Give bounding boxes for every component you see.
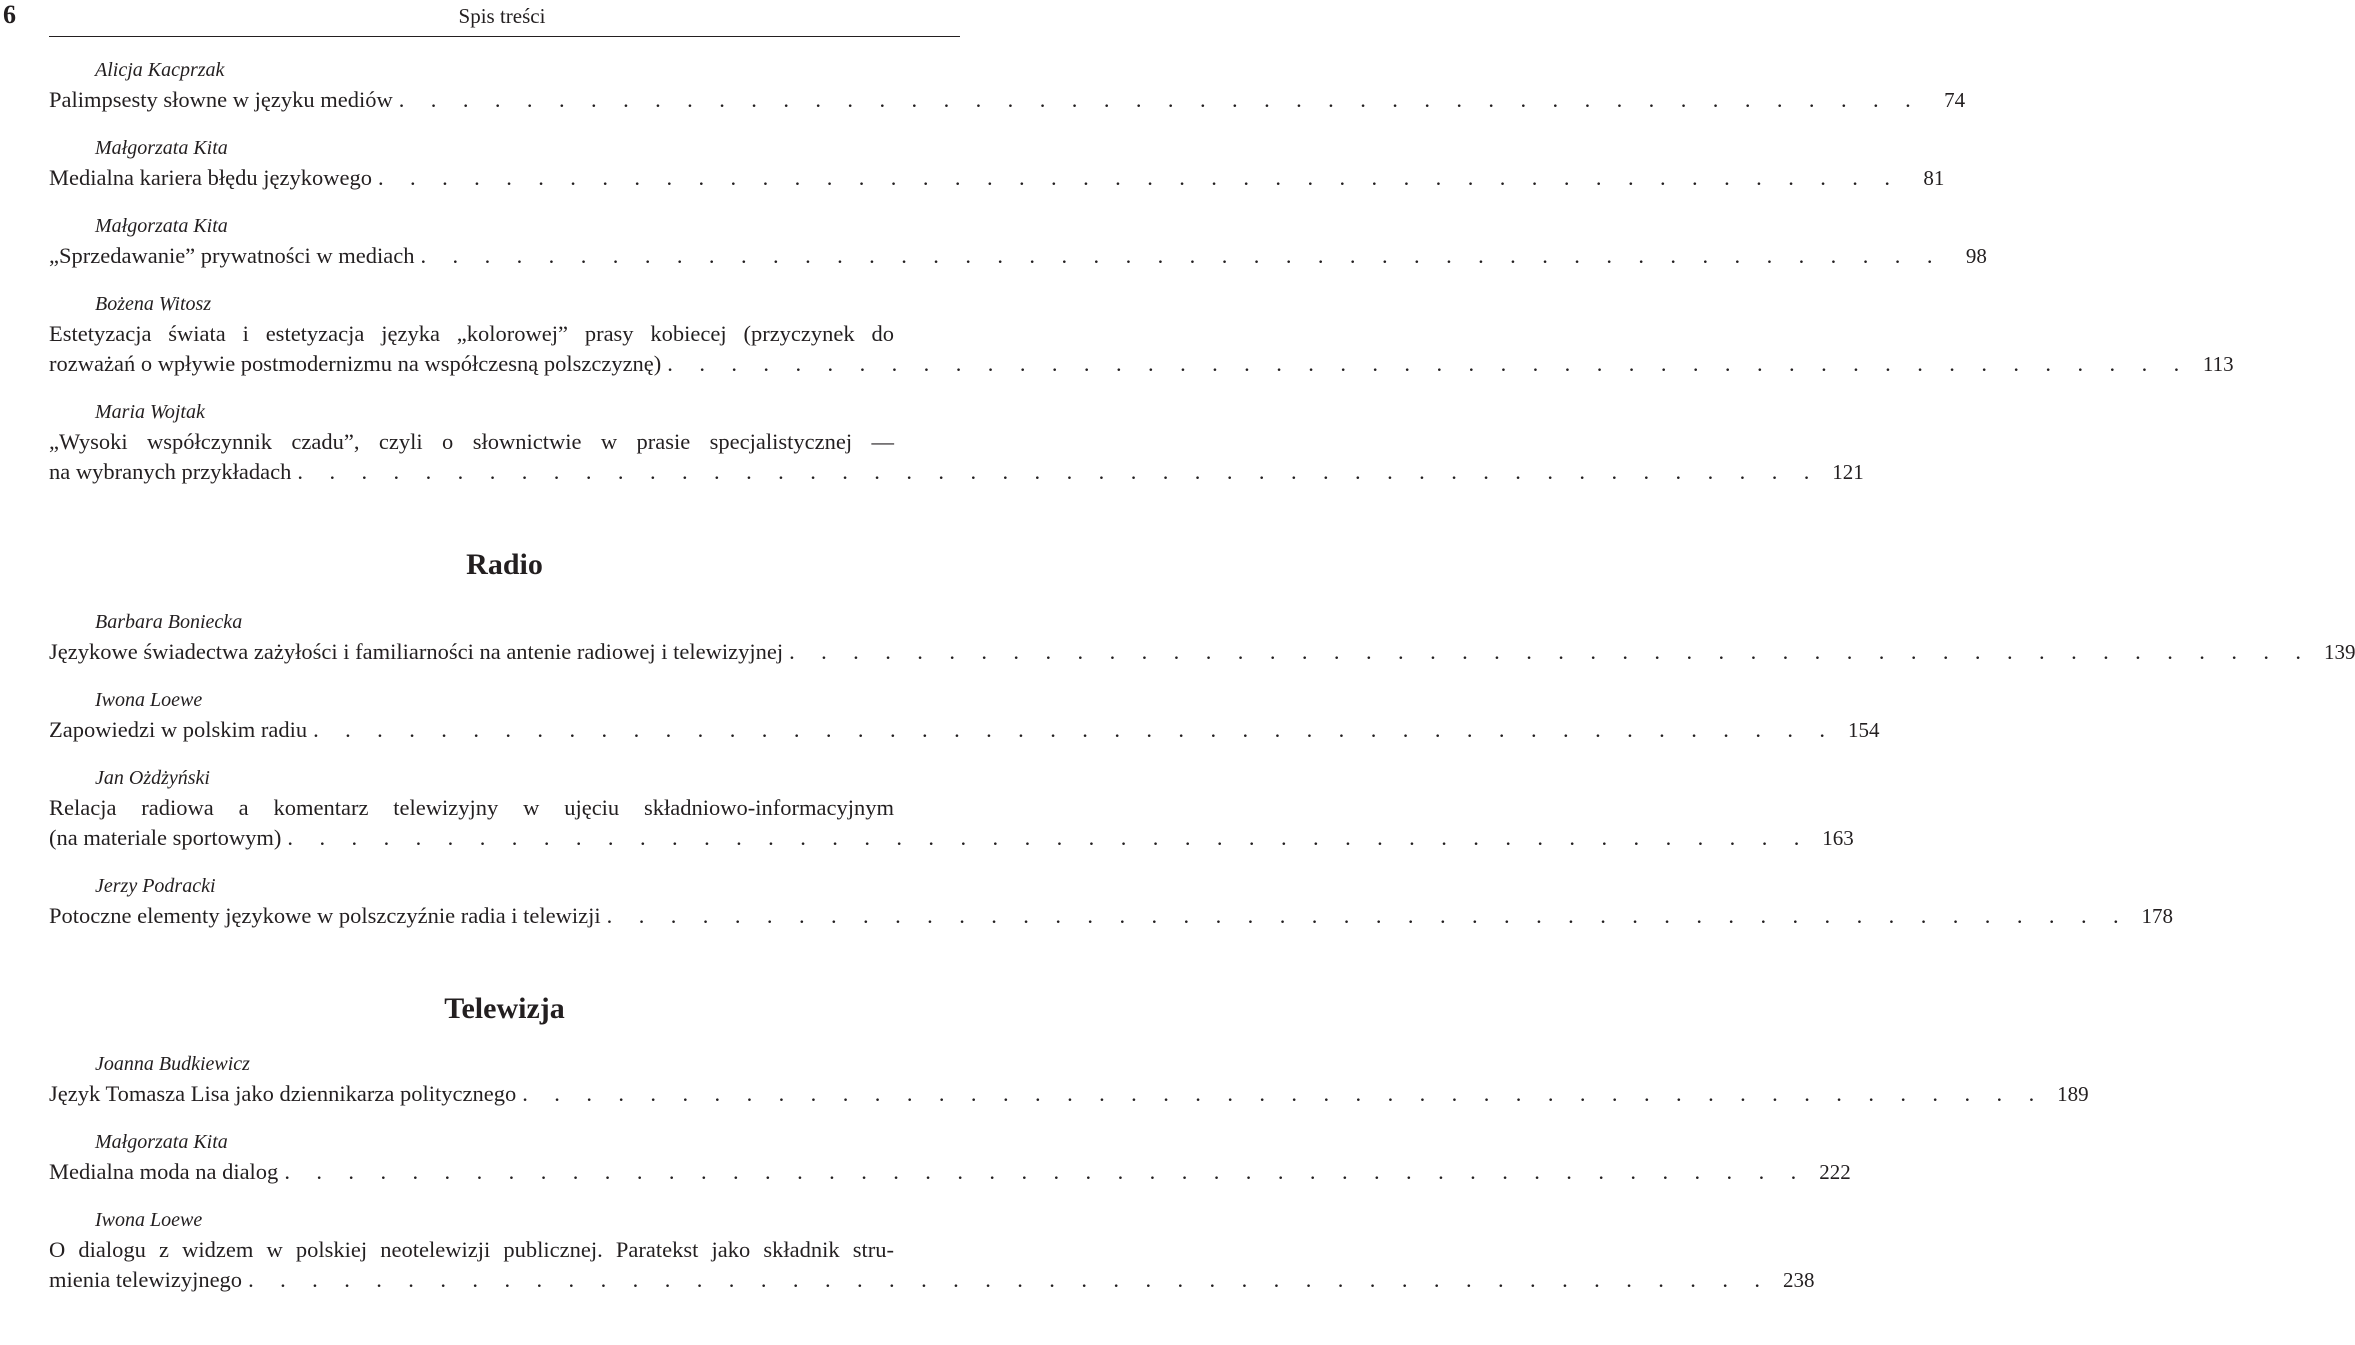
entry-page-number: 163 [1822,826,1854,850]
toc-section [49,545,2355,931]
entry-title-text: Potoczne elementy językowe w polszczyźnie radia i telewizji [49,903,601,928]
entry-title-text: Językowe świadectwa zażyłości i familiarności na antenie radiowej i telewizyjnej [49,639,784,664]
entry-title-text: Estetyzacja świata i estetyzacja języka „kolorowej” prasy kobiecej (przyczynek do [49,321,894,346]
entry-page-number: 74 [1944,88,1966,112]
entry-author: Jerzy Podracki [95,875,216,897]
entry-page-number: 222 [1819,1160,1851,1184]
dot-leader [291,457,1819,487]
entry-title-text: Relacja radiowa a komentarz telewizyjny w ujęciu składniowo-informacyjnym [49,795,894,820]
toc-entry[interactable] [49,397,1864,487]
entry-title-line [49,1157,1851,1187]
dot-leader [372,163,1900,193]
dot-leader [242,1265,1770,1295]
dot-leader [661,349,2189,379]
entry-page-number: 238 [1782,1268,1815,1292]
header-rule [49,36,960,37]
entry-title-text: Zapowiedzi w polskim radiu [49,717,308,742]
dot-leader [601,901,2129,931]
entry-page-number: 178 [2141,904,2174,928]
entry-author: Barbara Boniecka [95,611,243,633]
entry-title-line [49,1079,2089,1109]
entry-title-line [49,85,1966,115]
entry-author: Iwona Loewe [95,1209,203,1231]
entry-title-line [49,637,2355,667]
toc-entry[interactable] [49,133,1945,193]
entry-title-text: „Wysoki współczynnik czadu”, czyli o słownictwie w prasie specjalistycznej — [49,429,894,454]
toc-entry[interactable] [49,289,2234,379]
toc-entry[interactable] [49,763,1854,853]
entry-page-number: 189 [2057,1082,2089,1106]
entry-page-number: 98 [1965,244,1987,268]
dot-leader [278,1157,1806,1187]
dot-leader [307,715,1835,745]
running-head: Spis treści [458,4,546,28]
entry-title-text: „Sprzedawanie” prywatności w mediach [49,243,415,268]
entry-page-number: 113 [2202,352,2234,376]
entry-author: Joanna Budkiewicz [95,1053,250,1075]
entry-page-number: 121 [1832,460,1864,484]
dot-leader [414,241,1942,271]
entry-title-line [49,901,2174,931]
entry-author: Małgorzata Kita [95,1131,228,1153]
toc-entry[interactable] [49,1205,1815,1295]
toc-entry[interactable] [49,607,2355,667]
entry-title-text: (na materiale sportowym) [49,825,282,850]
entry-title-text: na wybranych przykładach [49,459,292,484]
entry-title-line [49,163,1945,193]
dot-leader [393,85,1921,115]
entry-author: Jan Ożdżyński [95,767,210,789]
entry-author: Bożena Witosz [95,293,212,315]
entry-page-number: 154 [1847,718,1880,742]
section-heading: Telewizja [444,992,565,1025]
toc-entry[interactable] [49,871,2174,931]
entry-title-text: Palimpsesty słowne w języku mediów [49,87,393,112]
entry-title-line [49,793,960,823]
entry-title-line [49,241,1987,271]
entry-title-line [49,1235,960,1265]
dot-leader [783,637,2311,667]
entry-title-line [49,715,1880,745]
dot-leader [516,1079,2044,1109]
entry-title-text: rozważań o wpływie postmodernizmu na współczesną polszczyznę) [49,351,662,376]
dot-leader [281,823,1809,853]
entry-title-text: Język Tomasza Lisa jako dziennikarza politycznego [49,1081,517,1106]
entry-title-text: Medialna kariera błędu językowego [49,165,372,190]
entry-author: Małgorzata Kita [95,215,228,237]
entry-author: Małgorzata Kita [95,137,228,159]
table-of-contents [49,55,2355,1295]
entry-author: Maria Wojtak [95,401,205,423]
entry-title-line [49,823,1854,853]
entry-title-text: O dialogu z widzem w polskiej neotelewizji publicznej. Paratekst jako składnik stru- [49,1237,894,1262]
entry-title-line [49,349,2234,379]
toc-entry[interactable] [49,211,1987,271]
page-number: 6 [3,0,16,29]
entry-title-line [49,1265,1815,1295]
entry-title-text: mienia telewizyjnego [49,1267,243,1292]
entry-author: Iwona Loewe [95,689,203,711]
toc-section [49,989,2089,1295]
entry-title-line [49,319,960,349]
entry-page-number: 139 [2323,640,2355,664]
toc-entry[interactable] [49,685,1880,745]
entry-title-text: Medialna moda na dialog [49,1159,279,1184]
toc-entry[interactable] [49,1127,1851,1187]
toc-entry[interactable] [49,55,1966,115]
toc-entry[interactable] [49,1049,2089,1109]
entry-title-line [49,427,960,457]
section-heading: Radio [466,548,543,581]
entry-title-line [49,457,1864,487]
entry-author: Alicja Kacprzak [95,59,225,81]
entry-page-number: 81 [1923,166,1945,190]
toc-section [49,55,2234,487]
